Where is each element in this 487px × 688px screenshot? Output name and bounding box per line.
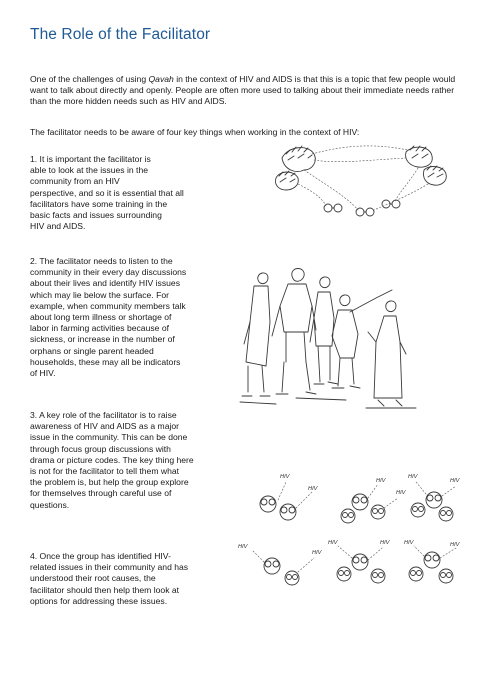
point-1-line: able to look at the issues in the: [30, 165, 149, 176]
point-3-line: for themselves through careful use of: [30, 488, 172, 499]
hiv-label: HIV: [238, 544, 248, 550]
point-2-line: households, these may all be indicators: [30, 356, 181, 367]
sketch-training-heads: [268, 140, 458, 225]
point-4-line: 4. Once the group has identified HIV-: [30, 551, 171, 561]
point-2-line: which may lie below the surface. For: [30, 289, 169, 300]
point-1-line: 1. It is important the facilitator is: [30, 154, 151, 164]
hiv-label: HIV: [280, 474, 290, 480]
intro-text-before: One of the challenges of using: [30, 74, 149, 84]
hiv-label: HIV: [396, 490, 406, 496]
point-3-line: the problem is, but help the group explore: [30, 477, 189, 488]
point-4-line: related issues in their community and has: [30, 562, 189, 573]
point-4: [30, 551, 220, 607]
point-2-line: sickness, or increase in the number of: [30, 334, 175, 345]
point-2-line: example, when community members talk: [30, 300, 186, 311]
hiv-label: HIV: [312, 550, 322, 556]
point-2-line: about long term illness or shortage of: [30, 312, 172, 323]
point-3-line: is not for the facilitator to tell them what: [30, 466, 180, 477]
intro-text-after: in the context of HIV and AIDS is that this is a topic that few people would want to talk about directly and openly. People are often more used to talking about their immediate needs rather than the more hidden needs such as HIV and AIDS.: [30, 74, 456, 107]
hiv-label: HIV: [450, 542, 460, 548]
hiv-label: HIV: [376, 478, 386, 484]
sketch-hiv-discussion: [228, 462, 468, 612]
intro-paragraph: [30, 74, 462, 108]
point-1-line: community from an HIV: [30, 176, 120, 187]
point-3-line: issue in the community. This can be done: [30, 432, 188, 443]
intro-emphasis: Qavah: [148, 74, 174, 84]
point-3: [30, 410, 220, 511]
lead-paragraph: The facilitator needs to be aware of four key things when working in the context of HIV:: [30, 127, 360, 137]
point-3-line: drama or picture codes. The key thing here: [30, 454, 194, 465]
page-title: The Role of the Facilitator: [30, 26, 211, 43]
hiv-label: HIV: [450, 478, 460, 484]
point-2-line: community in their every day discussions: [30, 267, 187, 278]
point-1-line: basic facts and issues surrounding: [30, 210, 162, 221]
point-3-line: awareness of HIV and AIDS as a major: [30, 421, 180, 432]
point-4-line: understood their root causes, the: [30, 573, 156, 584]
hiv-label: HIV: [408, 474, 418, 480]
point-2-line: orphans or single parent headed: [30, 345, 154, 356]
point-3-line: 3. A key role of the facilitator is to raise: [30, 410, 177, 420]
sketch-community-group: [236, 262, 446, 412]
hiv-label: HIV: [404, 540, 414, 546]
hiv-label: HIV: [380, 540, 390, 546]
point-2: [30, 256, 220, 379]
point-1-line: HIV and AIDS.: [30, 221, 86, 232]
hiv-label: HIV: [308, 486, 318, 492]
hiv-label: HIV: [328, 540, 338, 546]
point-3-line: through focus group discussions with: [30, 443, 171, 454]
point-2-line: 2. The facilitator needs to listen to the: [30, 256, 173, 266]
point-4-line: facilitator should then help them look at: [30, 584, 180, 595]
point-2-line: about their lives and identify HIV issues: [30, 278, 180, 289]
point-4-line: options for addressing these issues.: [30, 595, 168, 606]
point-1-line: facilitators have some training in the: [30, 198, 168, 209]
point-2-line: labor in farming activities because of: [30, 323, 170, 334]
point-1: [30, 154, 220, 232]
point-1-line: perspective, and so it is essential that all: [30, 187, 184, 198]
point-2-line: of HIV.: [30, 368, 56, 379]
point-3-line: questions.: [30, 499, 70, 510]
